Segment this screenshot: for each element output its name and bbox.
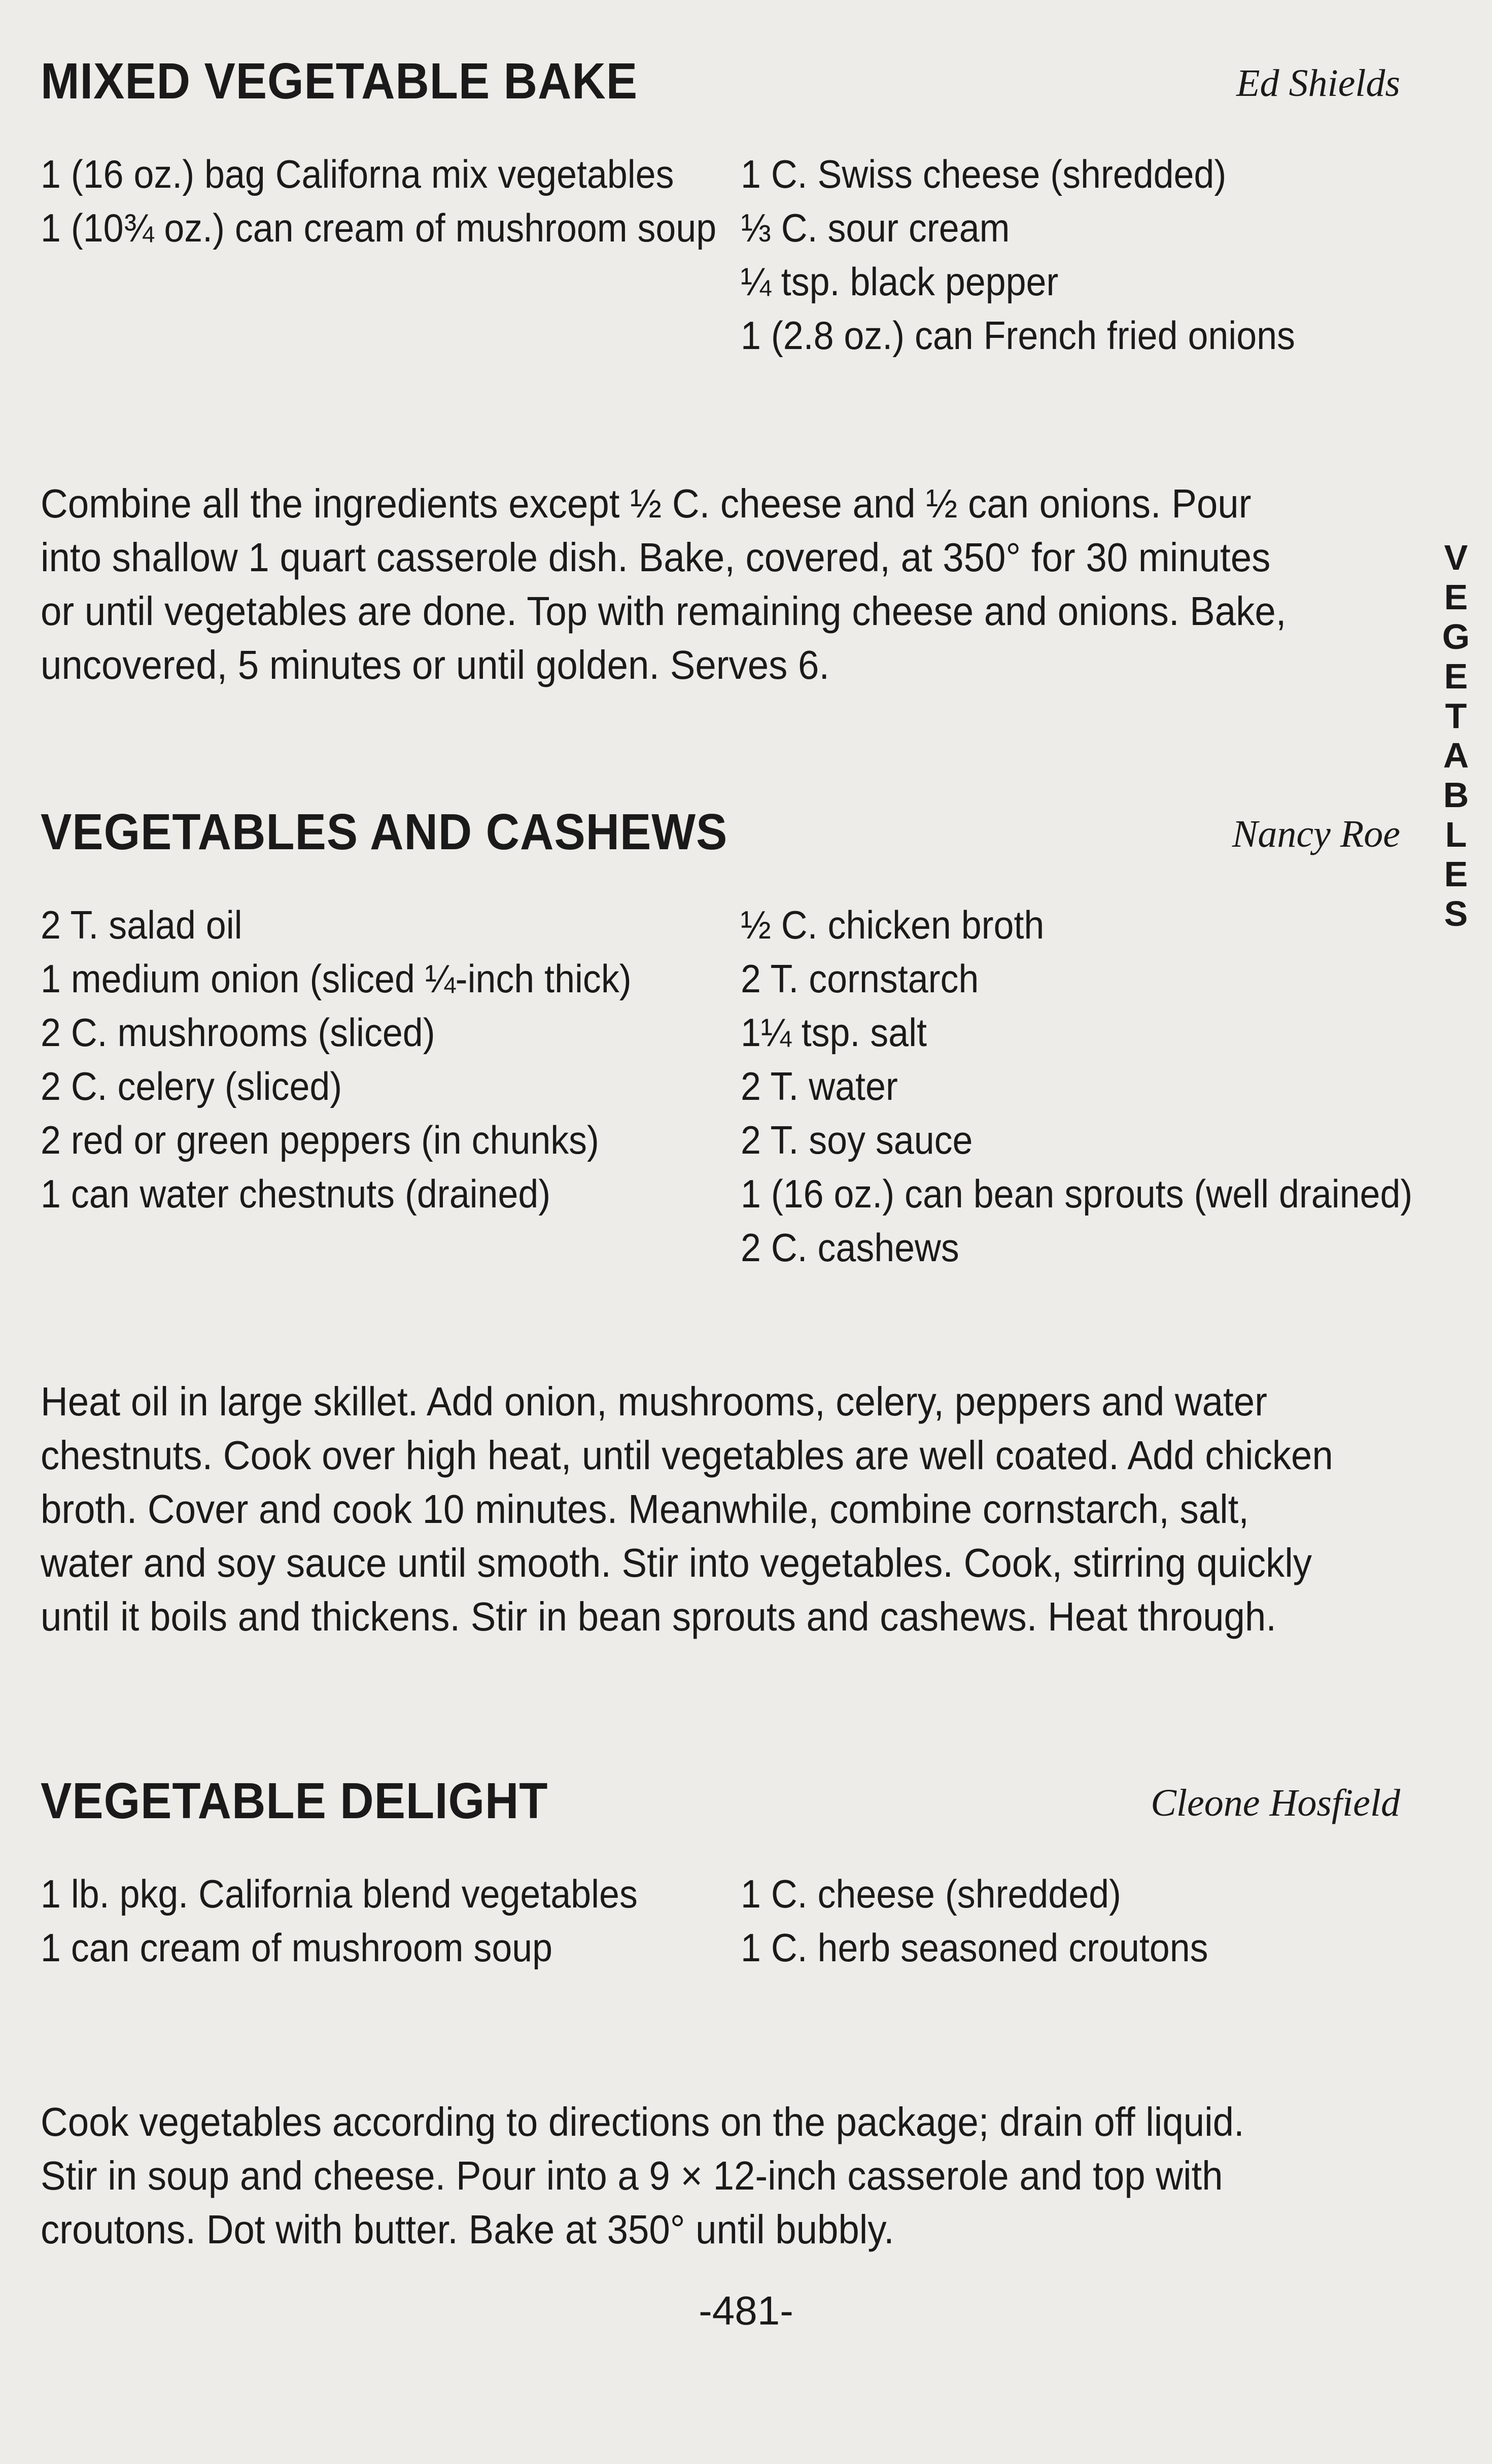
instruction-line: Cook vegetables according to directions on the package; drain off liquid. xyxy=(41,2099,1244,2144)
recipe-instructions xyxy=(41,2095,1400,2257)
instruction-line: Stir in soup and cheese. Pour into a 9 × 12-inch casserole and top with xyxy=(41,2153,1223,2198)
recipe-title: MIXED VEGETABLE BAKE xyxy=(41,53,638,110)
ingredient: 2 T. cornstarch xyxy=(741,956,979,1001)
side-tab-letter: S xyxy=(1444,894,1468,933)
recipe-header xyxy=(41,796,1400,867)
side-tab-letter: E xyxy=(1444,577,1468,617)
instruction-line: uncovered, 5 minutes or until golden. Serves 6. xyxy=(41,642,830,687)
ingredient: 1 can cream of mushroom soup xyxy=(41,1925,553,1970)
ingredient: 1 (16 oz.) can bean sprouts (well drained) xyxy=(741,1171,1413,1216)
recipe-author: Ed Shields xyxy=(1236,62,1400,105)
side-tab-letter: E xyxy=(1444,656,1468,696)
instruction-line: Heat oil in large skillet. Add onion, mushrooms, celery, peppers and water xyxy=(41,1379,1267,1424)
ingredient: 2 C. mushrooms (sliced) xyxy=(41,1010,435,1055)
ingredient: 1 (10¾ oz.) can cream of mushroom soup xyxy=(41,205,717,250)
instruction-line: into shallow 1 quart casserole dish. Bake, covered, at 350° for 30 minutes xyxy=(41,535,1271,580)
ingredient: 1 lb. pkg. California blend vegetables xyxy=(41,1871,638,1916)
ingredients-left-column xyxy=(41,147,741,255)
ingredient: 1 C. cheese (shredded) xyxy=(741,1871,1121,1916)
ingredient: 2 T. salad oil xyxy=(41,903,242,947)
ingredient: 1 can water chestnuts (drained) xyxy=(41,1171,551,1216)
section-side-tab xyxy=(1436,538,1476,933)
recipe-header xyxy=(41,1765,1400,1836)
ingredients-left-column xyxy=(41,898,741,1221)
ingredients-right-column xyxy=(741,147,1400,362)
instruction-line: or until vegetables are done. Top with remaining cheese and onions. Bake, xyxy=(41,588,1287,634)
recipe-mixed-vegetable-bake xyxy=(41,46,1400,687)
ingredient: 2 T. water xyxy=(741,1064,898,1108)
page-number: -481- xyxy=(699,2288,793,2333)
recipe-title: VEGETABLE DELIGHT xyxy=(41,1773,548,1829)
ingredient: ¼ tsp. black pepper xyxy=(741,259,1059,304)
recipe-header xyxy=(41,46,1400,117)
ingredients-left-column xyxy=(41,1867,741,1974)
side-tab-letter: L xyxy=(1445,815,1467,854)
ingredient: 1 (2.8 oz.) can French fried onions xyxy=(741,313,1295,358)
ingredients-right-column xyxy=(741,1867,1400,1974)
recipe-instructions xyxy=(41,1375,1400,1644)
ingredient: 2 C. cashews xyxy=(741,1225,959,1270)
ingredient-list xyxy=(41,1867,1400,2029)
side-tab-letter: G xyxy=(1442,617,1470,656)
recipe-vegetables-and-cashews xyxy=(41,796,1413,1639)
ingredient: 2 T. soy sauce xyxy=(741,1118,973,1162)
ingredient: 1 medium onion (sliced ¼-inch thick) xyxy=(41,956,632,1001)
side-tab-letter: V xyxy=(1444,538,1468,577)
recipe-author: Cleone Hosfield xyxy=(1151,1782,1400,1824)
instruction-line: until it boils and thickens. Stir in bean sprouts and cashews. Heat through. xyxy=(41,1594,1276,1639)
ingredient: ½ C. chicken broth xyxy=(741,903,1045,947)
ingredient-list xyxy=(41,898,1413,1329)
ingredient: 2 red or green peppers (in chunks) xyxy=(41,1118,599,1162)
ingredients-right-column xyxy=(741,898,1413,1274)
ingredient: ⅓ C. sour cream xyxy=(741,205,1010,250)
ingredient-list xyxy=(41,147,1400,472)
side-tab-letter: E xyxy=(1444,854,1468,894)
instruction-line: chestnuts. Cook over high heat, until vegetables are well coated. Add chicken xyxy=(41,1433,1333,1478)
recipe-instructions xyxy=(41,477,1400,692)
ingredient: 1 C. Swiss cheese (shredded) xyxy=(741,152,1227,196)
ingredient: 1¼ tsp. salt xyxy=(741,1010,927,1055)
instruction-line: water and soy sauce until smooth. Stir into vegetables. Cook, stirring quickly xyxy=(41,1540,1312,1585)
instruction-line: broth. Cover and cook 10 minutes. Meanwhile, combine cornstarch, salt, xyxy=(41,1486,1249,1532)
recipe-author: Nancy Roe xyxy=(1232,813,1400,855)
ingredient: 1 C. herb seasoned croutons xyxy=(741,1925,1208,1970)
side-tab-letter: B xyxy=(1443,775,1469,815)
ingredient: 1 (16 oz.) bag Californa mix vegetables xyxy=(41,152,674,196)
recipe-vegetable-delight xyxy=(41,1765,1400,2252)
side-tab-letter: A xyxy=(1443,736,1469,775)
recipe-title: VEGETABLES AND CASHEWS xyxy=(41,804,728,860)
instruction-line: Combine all the ingredients except ½ C. cheese and ½ can onions. Pour xyxy=(41,481,1252,526)
side-tab-letter: T xyxy=(1445,696,1467,736)
ingredient: 2 C. celery (sliced) xyxy=(41,1064,342,1108)
instruction-line: croutons. Dot with butter. Bake at 350° until bubbly. xyxy=(41,2207,894,2252)
